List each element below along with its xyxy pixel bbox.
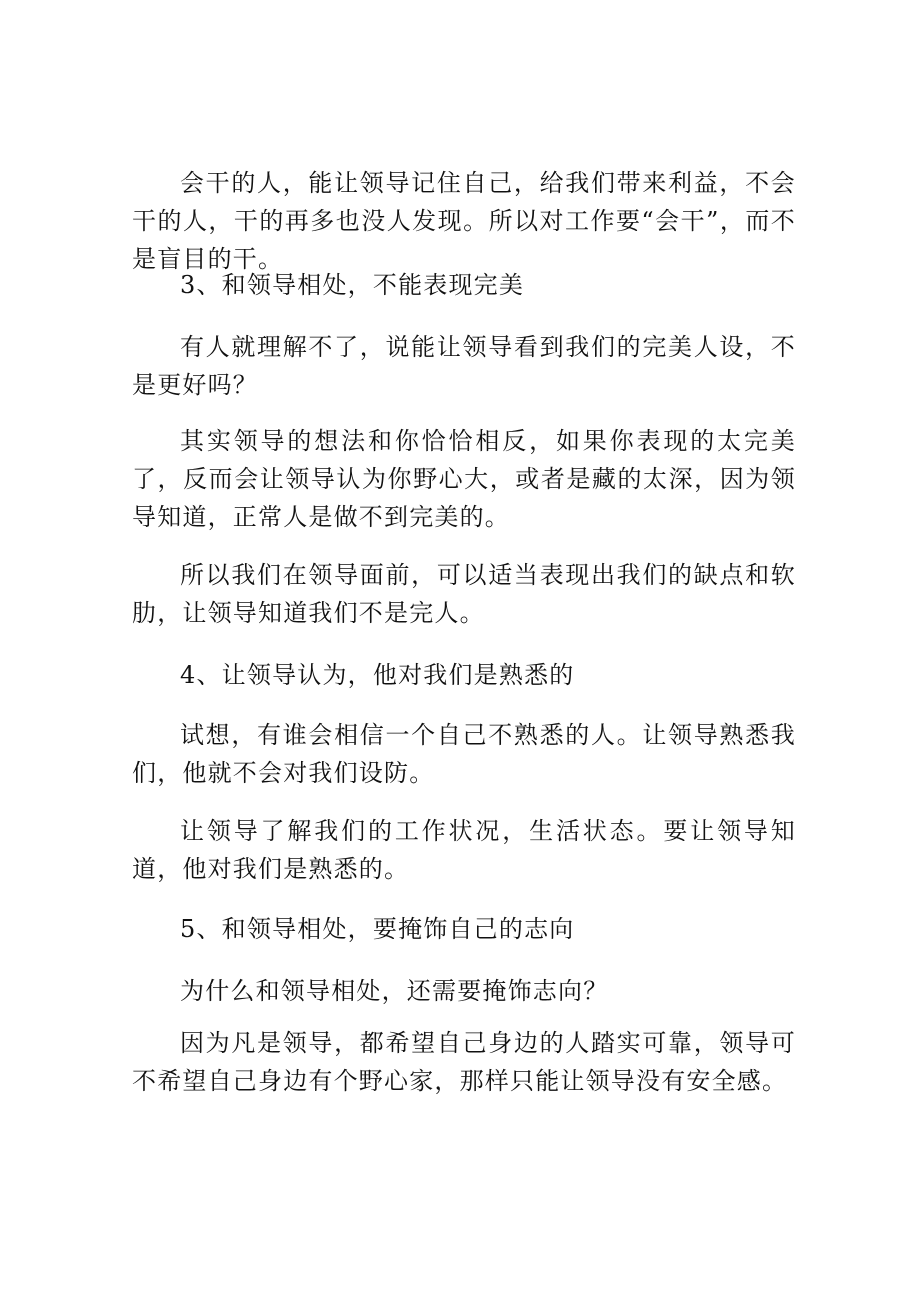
section-heading-4: 4、让领导认为，他对我们是熟悉的 [180, 661, 575, 689]
paragraph-why-hide-ambition: 为什么和领导相处，还需要掩饰志向？ [180, 977, 609, 1005]
paragraph-let-leader-know-us: 让领导了解我们的工作状况，生活状态。要让领导知道，他对我们是熟悉的。 [132, 817, 796, 883]
paragraph-show-weaknesses: 所以我们在领导面前，可以适当表现出我们的缺点和软肋，让领导知道我们不是完人。 [132, 561, 796, 627]
paragraph-familiarity-trust: 试想，有谁会相信一个自己不熟悉的人。让领导熟悉我们，他就不会对我们设防。 [132, 721, 796, 787]
paragraph-leader-view-on-perfection: 其实领导的想法和你恰恰相反，如果你表现的太完美了，反而会让领导认为你野心大，或者是藏的太深，因为领导知道，正常人是做不到完美的。 [132, 427, 796, 531]
paragraph-perfect-persona-question: 有人就理解不了，说能让领导看到我们的完美人设，不是更好吗？ [132, 333, 796, 399]
paragraph-doing-work-smartly: 会干的人，能让领导记住自己，给我们带来利益，不会干的人，干的再多也没人发现。所以对工作要“会干”，而不是盲目的干。 [132, 169, 796, 273]
section-heading-5: 5、和领导相处，要掩饰自己的志向 [180, 915, 575, 943]
section-heading-3: 3、和领导相处，不能表现完美 [180, 271, 525, 299]
paragraph-leaders-want-reliable-people: 因为凡是领导，都希望自己身边的人踏实可靠，领导可不希望自己身边有个野心家，那样只能让领导没有安全感。 [132, 1029, 796, 1095]
